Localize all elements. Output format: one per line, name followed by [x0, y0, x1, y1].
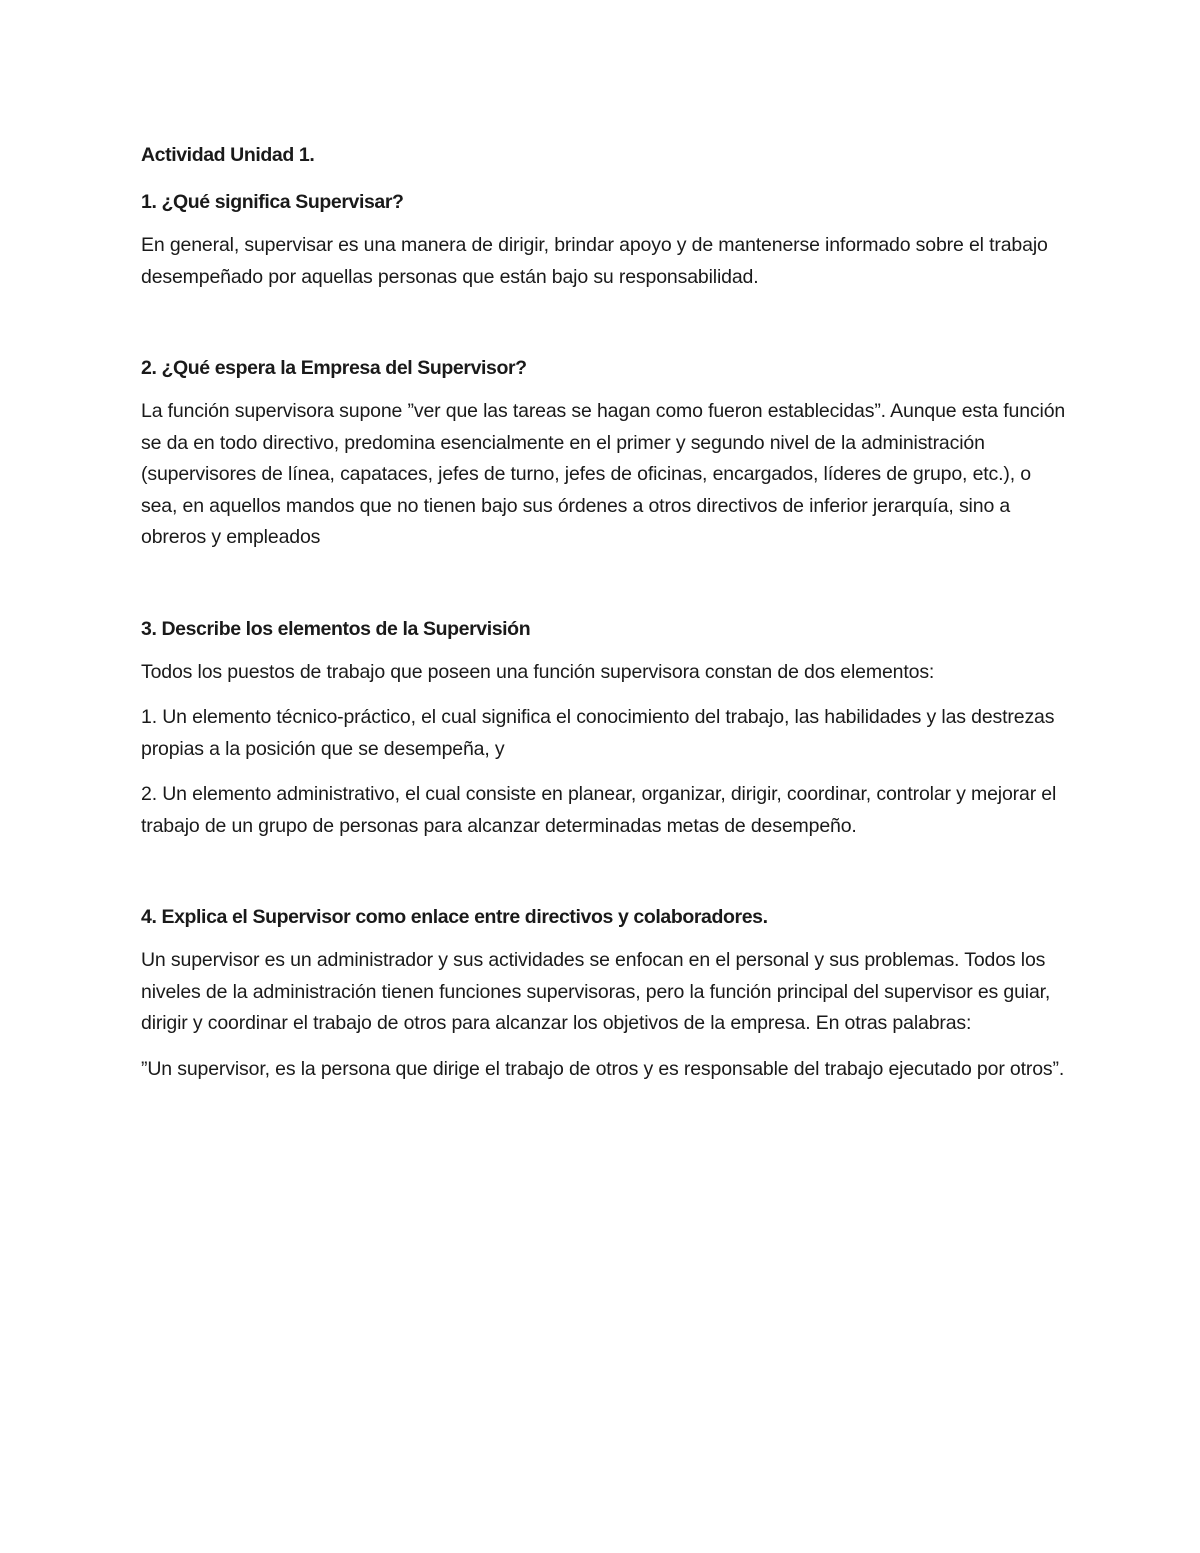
section-1: [141, 187, 1066, 293]
question-heading: 4. Explica el Supervisor como enlace entre directivos y colaboradores.: [141, 906, 768, 928]
answer-paragraph: 1. Un elemento técnico-práctico, el cual significa el conocimiento del trabajo, las habilidades y las destrezas propias a la posición que se desempeña, y: [141, 706, 1055, 760]
question-heading: 3. Describe los elementos de la Supervisión: [141, 617, 531, 640]
document-page: [141, 140, 1066, 1099]
answer-paragraph: ”Un supervisor, es la persona que dirige el trabajo de otros y es responsable del trabajo ejecutado por otros”.: [141, 1057, 1065, 1080]
section-spacer: [141, 856, 1066, 902]
answer-paragraph: Todos los puestos de trabajo que poseen una función supervisora constan de dos elementos:: [141, 660, 935, 683]
section-spacer: [141, 307, 1066, 353]
answer-paragraph: 2. Un elemento administrativo, el cual consiste en planear, organizar, dirigir, coordinar, controlar y mejorar el trabajo de un grupo de personas para alcanzar determinadas metas de desempeño.: [141, 783, 1057, 837]
section-4: [141, 902, 1066, 1085]
answer-paragraph: Un supervisor es un administrador y sus actividades se enfocan en el personal y sus problemas. Todos los niveles de la administración tienen funciones supervisoras, pero la función principal del supervisor es guiar, dirigir y coordinar el trabajo de otros para alcanzar los objetivos de la empresa. En otras palabras:: [141, 949, 1051, 1034]
answer-paragraph: La función supervisora supone ”ver que las tareas se hagan como fueron establecidas”. Aunque esta función se da en todo directivo, predomina esencialmente en el primer y segundo nivel de la administración (supervisores de línea, capataces, jefes de turno, jefes de oficinas, encargados, líderes de grupo, etc.), o sea, en aquellos mandos que no tienen bajo sus órdenes a otros directivos de inferior jerarquía, sino a obreros y empleados: [141, 400, 1066, 548]
question-heading: 2. ¿Qué espera la Empresa del Supervisor?: [141, 357, 527, 379]
section-spacer: [141, 568, 1066, 614]
section-3: [141, 614, 1066, 843]
document-title: Actividad Unidad 1.: [141, 144, 315, 166]
section-2: [141, 353, 1066, 554]
answer-paragraph: En general, supervisar es una manera de dirigir, brindar apoyo y de mantenerse informado sobre el trabajo desempeñado por aquellas personas que están bajo su responsabilidad.: [141, 234, 1048, 288]
question-heading: 1. ¿Qué significa Supervisar?: [141, 191, 404, 213]
